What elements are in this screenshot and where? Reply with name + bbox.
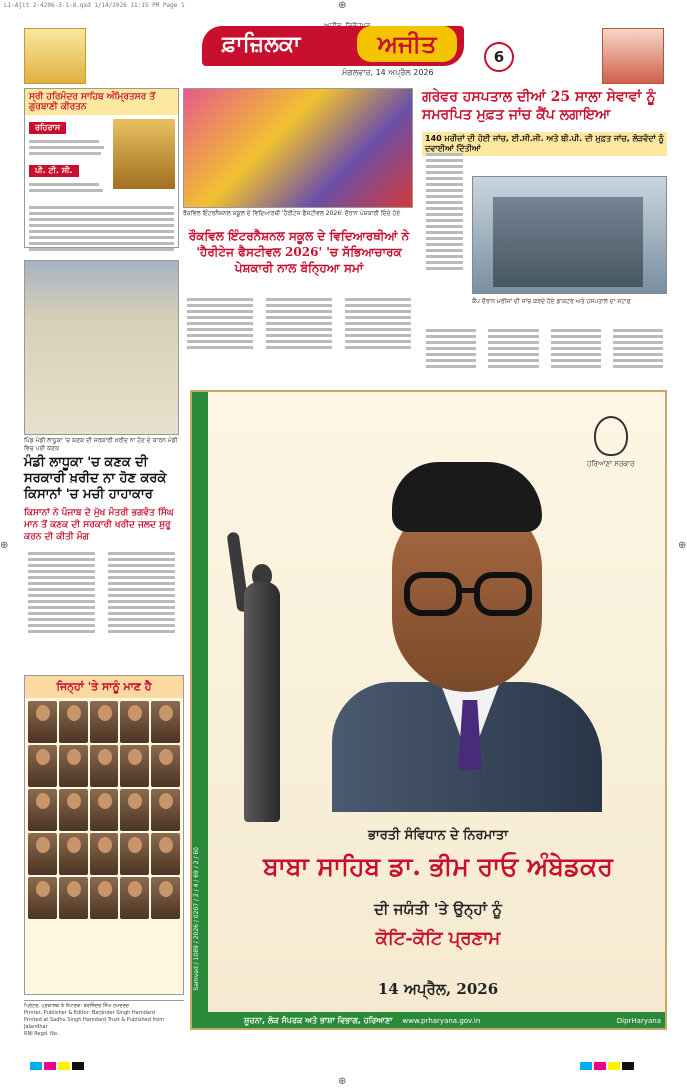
medical-camp-caption: ਕੈਂਪ ਦੌਰਾਨ ਮਰੀਜ਼ਾਂ ਦੀ ਜਾਂਚ ਕਰਦੇ ਹੋਏ ਡਾਕਟਰ ਅਤੇ ਹਸਪਤਾਲ ਦਾ ਸਟਾਫ਼ [472,298,631,305]
person-portrait [28,701,57,743]
monument-illustration-icon [602,28,664,84]
person-portrait [151,877,180,919]
hospital-headline: ਗਰੇਵਰ ਹਸਪਤਾਲ ਦੀਆਂ 25 ਸਾਲਾ ਸੇਵਾਵਾਂ ਨੂੰ ਸਮਰਪਿਤ ਮੁਫ਼ਤ ਜਾਂਚ ਕੈਂਪ ਲਗਾਇਆ [422,89,656,123]
advert-line-constitution: ਭਾਰਤੀ ਸੰਵਿਧਾਨ ਦੇ ਨਿਰਮਾਤਾ [368,828,508,843]
imprint-line: Printed at Sadhu Singh Hamdard Trust & Published from Jalandhar [24,1017,165,1030]
person-portrait [90,877,119,919]
person-portrait [120,745,149,787]
person-portrait [59,745,88,787]
color-bar-yellow [608,1062,620,1070]
person-portrait [90,789,119,831]
imprint [24,1000,184,1052]
advert-department: ਸੂਚਨਾ, ਲੋਕ ਸੰਪਰਕ ਅਤੇ ਭਾਸ਼ਾ ਵਿਭਾਗ, ਹਰਿਆਣਾ [244,1016,393,1025]
color-bar-black [72,1062,84,1070]
imprint-line: Printer, Publisher & Editor: Barjinder Singh Hamdard [24,1010,155,1016]
person-portrait [59,701,88,743]
person-portrait [120,833,149,875]
print-slug: L1-Ajit 2-4206-3-1-8.qxd 1/14/2026 11:15 PM Page 1 [4,2,185,9]
festival-photo-caption: ਰੌਕਵਿਲ ਇੰਟਰਨੈਸ਼ਨਲ ਸਕੂਲ ਦੇ ਵਿਦਿਆਰਥੀ 'ਹੈਰੀਟੇਜ ਫੈਸਟੀਵਲ 2026' ਦੌਰਾਨ ਪੇਸ਼ਕਾਰੀ ਦਿੰਦੇ ਹੋਏ [183,210,401,217]
person-portrait [120,789,149,831]
person-portrait [59,833,88,875]
advert-website: www.prharyana.gov.in [402,1017,481,1025]
advert-date: 14 ਅਪ੍ਰੈਲ, 2026 [377,980,499,998]
mandi-subhead: ਕਿਸਾਨਾਂ ਨੇ ਪੰਜਾਬ ਦੇ ਮੁੱਖ ਮੰਤਰੀ ਭਗਵੰਤ ਸਿੰਘ ਮਾਨ ਤੋਂ ਕਣਕ ਦੀ ਸਰਕਾਰੀ ਖਰੀਦ ਜਲਦ ਸ਼ੁਰੂ ਕਰਨ ਦੀ ਕੀਤੀ ਮੰਗ [24,508,174,542]
imprint-line: ਪ੍ਰਿੰਟਰ, ਪ੍ਰਕਾਸ਼ਕ ਤੇ ਸੰਪਾਦਕ: ਬਰਜਿੰਦਰ ਸਿੰਘ ਹਮਦਰਦ [24,1003,130,1009]
color-bar-black [622,1062,634,1070]
person-portrait [28,789,57,831]
color-bar-cyan [580,1062,592,1070]
person-portrait [28,877,57,919]
ambedkar-portrait [322,442,602,802]
color-bar-yellow [58,1062,70,1070]
mandi-wheat-photo [24,260,179,435]
person-portrait [59,877,88,919]
crop-mark-icon: ⊕ [678,540,687,551]
gurbani-box [24,88,179,248]
medical-camp-photo [472,176,667,294]
hospital-subhead: 140 ਮਰੀਜ਼ਾਂ ਦੀ ਹੋਈ ਜਾਂਚ, ਈ.ਸੀ.ਜੀ. ਅਤੇ ਬੀ.ਪੀ. ਦੀ ਮੁਫ਼ਤ ਜਾਂਚ, ਲੋੜਵੰਦਾਂ ਨੂੰ ਦਵਾਈਆਂ ਦਿੱਤੀਆਂ [422,132,667,156]
proud-header: ਜਿਨ੍ਹਾਂ 'ਤੇ ਸਾਨੂੰ ਮਾਣ ਹੈ [25,676,183,698]
masthead-city: ਫ਼ਾਜ਼ਿਲਕਾ [222,31,301,57]
person-portrait [120,877,149,919]
page-number: 6 [484,42,514,72]
ambedkar-statue-illustration [224,532,294,822]
person-portrait [151,745,180,787]
festival-headline: ਰੌਕਵਿਲ ਇੰਟਰਨੈਸ਼ਨਲ ਸਕੂਲ ਦੇ ਵਿਦਿਆਰਥੀਆਂ ਨੇ 'ਹੈਰੀਟੇਜ ਫੈਸਟੀਵਲ 2026' 'ਚ ਸੱਭਿਆਚਾਰਕ ਪੇਸ਼ਕਾਰੀ ਨਾਲ ਬੰਨ੍ਹਿਆ ਸਮਾਂ [188,229,410,275]
mandi-story [24,455,179,636]
advert-side-strip [192,392,208,1030]
person-portrait [151,701,180,743]
advert-line-pranam: ਕੋਟਿ-ਕੋਟਿ ਪ੍ਰਣਾਮ [375,928,501,949]
festival-photo [183,88,413,208]
masthead-date: ਮੰਗਲਵਾਰ, 14 ਅਪ੍ਰੈਲ 2026 [342,68,434,77]
crop-mark-icon: ⊕ [338,1076,347,1087]
advert-handle: DiprHaryana [616,1017,661,1025]
person-portrait [28,833,57,875]
crop-mark-icon: ⊕ [338,0,347,11]
ambedkar-jayanti-advert [190,390,667,1030]
person-portrait [28,745,57,787]
portrait-grid [25,698,183,922]
imprint-line: RNI Regd. No. [24,1031,59,1037]
proud-of-box [24,675,184,995]
masthead-logo: ਅਜੀਤ [357,26,457,62]
color-bar-cyan [30,1062,42,1070]
hospital-body-lower [422,326,667,371]
person-portrait [151,789,180,831]
gurbani-label-ptc: ਪੀ. ਟੀ. ਸੀ. [29,165,79,177]
crop-mark-icon: ⊕ [0,540,9,551]
haryana-govt-label: ਹਰਿਆਣਾ ਸਰਕਾਰ [587,460,635,468]
color-bar-magenta [44,1062,56,1070]
person-portrait [151,833,180,875]
masthead [24,22,664,86]
advert-name: ਬਾਬਾ ਸਾਹਿਬ ਡਾ. ਭੀਮ ਰਾਓ ਅੰਬੇਡਕਰ [263,852,613,881]
color-bar-magenta [594,1062,606,1070]
advert-line-jayanti: ਦੀ ਜਯੰਤੀ 'ਤੇ ਉਨ੍ਹਾਂ ਨੂੰ [374,900,502,918]
festival-body [183,295,415,352]
person-portrait [120,701,149,743]
person-portrait [59,789,88,831]
golden-temple-photo [113,119,175,189]
person-portrait [90,745,119,787]
mandi-headline: ਮੰਡੀ ਲਾਧੂਕਾ 'ਚ ਕਣਕ ਦੀ ਸਰਕਾਰੀ ਖ਼ਰੀਦ ਨਾ ਹੋਣ ਕਰਕੇ ਕਿਸਾਨਾਂ 'ਚ ਮਚੀ ਹਾਹਾਕਾਰ [24,455,167,502]
advert-code: Samvad / 1089 / 2026 / 0207 / 2 / 4 / 69 / 2 / 60 [193,847,200,991]
temple-illustration-icon [24,28,86,84]
gurbani-label-rehras: ਰਹਿਰਾਸ [29,122,66,134]
mandi-photo-caption: ਪਿੰਡ ਮੰਡੀ ਲਾਧੂਕਾ 'ਚ ਕਣਕ ਦੀ ਸਰਕਾਰੀ ਖ਼ਰੀਦ ਨਾ ਹੋਣ ਦੇ ਕਾਰਨ ਮੰਡੀ ਵਿਚ ਪਈ ਕਣਕ [24,437,178,452]
person-portrait [90,833,119,875]
advert-footer [208,1012,667,1030]
person-portrait [90,701,119,743]
gurbani-header: ਸ੍ਰੀ ਹਰਿਮੰਦਰ ਸਾਹਿਬ ਅੰਮ੍ਰਿਤਸਰ ਤੋਂ ਗੁਰਬਾਣੀ ਕੀਰਤਨ [25,89,178,115]
